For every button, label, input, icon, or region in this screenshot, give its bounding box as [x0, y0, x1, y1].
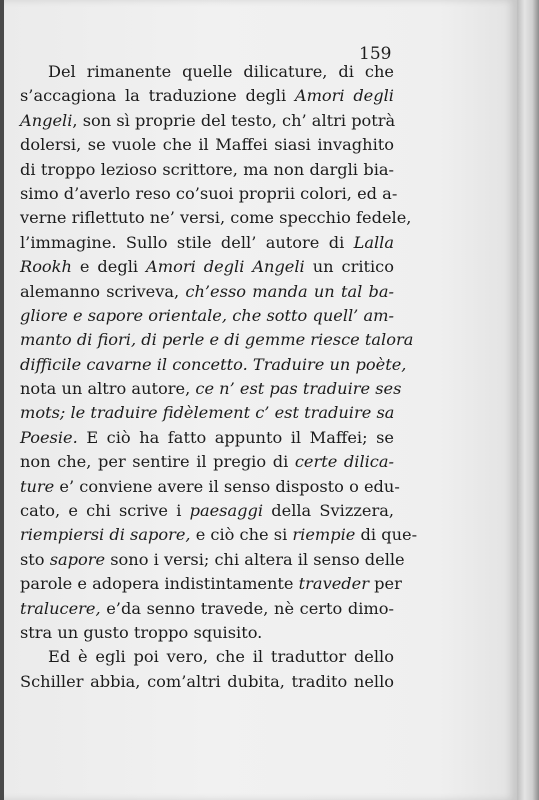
- text-segment: stra un gusto troppo squisito.: [20, 622, 263, 642]
- text-segment: Ed è egli poi vero, che il traduttor dello: [48, 647, 394, 667]
- text-line: [20, 60, 394, 84]
- text-line: [20, 523, 418, 547]
- text-segment: nota un altro autore,: [20, 379, 196, 399]
- page-number: 159: [359, 44, 392, 64]
- text-segment: di troppo lezioso scrittore, ma non dargli bia-: [20, 159, 394, 179]
- italic-segment: ture: [20, 476, 55, 496]
- text-line: [20, 621, 394, 645]
- text-line: [20, 353, 407, 377]
- text-segment: e ciò che si: [190, 525, 293, 545]
- italic-segment: riempie: [292, 525, 356, 545]
- text-line: [20, 158, 394, 182]
- text-line: [20, 304, 394, 328]
- page-edge: [517, 0, 539, 800]
- text-segment: per: [368, 574, 402, 594]
- text-line: [20, 109, 394, 133]
- text-line: [20, 426, 394, 450]
- italic-segment: riempiersi di sapore,: [20, 525, 191, 545]
- italic-segment: Traduire un poète,: [252, 354, 407, 374]
- text-segment: dolersi, se vuole che il Maffei siasi invaghito: [20, 135, 394, 155]
- text-line: [20, 450, 394, 474]
- italic-segment: difficile cavarne il concetto.: [20, 354, 248, 374]
- text-segment: alemanno scriveva,: [20, 281, 186, 301]
- italic-segment: Poesie.: [20, 427, 78, 447]
- text-line: [20, 597, 394, 621]
- text-line: [20, 84, 394, 108]
- italic-segment: Amori degli Angeli: [146, 257, 305, 277]
- text-segment: sono i versi; chi altera il senso delle: [105, 549, 405, 569]
- text-segment: parole e adopera indistintamente: [20, 574, 299, 594]
- text-line: [20, 475, 400, 499]
- italic-segment: certe dilica-: [294, 452, 394, 472]
- book-page: [4, 0, 517, 800]
- italic-segment: Amori degli: [294, 86, 394, 106]
- italic-segment: sapore: [49, 549, 106, 569]
- text-line: [20, 401, 394, 425]
- text-line: [20, 231, 394, 255]
- text-segment: sto: [20, 549, 50, 569]
- text-segment: simo d’averlo reso co’suoi proprii colori, ed a-: [20, 183, 398, 203]
- body-text: [20, 60, 418, 694]
- italic-segment: paesaggi: [189, 501, 264, 521]
- text-segment: non che, per sentire il pregio di: [20, 452, 295, 472]
- text-segment: , son sì proprie del testo, ch’ altri potrà: [72, 110, 396, 130]
- italic-segment: mots; le traduire fidèlement c’ est traduire sa: [20, 403, 395, 423]
- text-line: [20, 328, 414, 352]
- text-segment: cato, e chi scrive i: [20, 501, 190, 521]
- text-line: [20, 377, 402, 401]
- text-segment: s’accagiona la traduzione degli: [20, 86, 295, 106]
- text-line: [20, 548, 405, 572]
- text-line: [20, 206, 412, 230]
- text-segment: Schiller abbia, com’altri dubita, tradito nello: [20, 671, 394, 691]
- italic-segment: manto di fiori, di perle e di gemme riesce talora: [20, 330, 414, 350]
- text-line: [20, 133, 394, 157]
- text-line: [20, 255, 394, 279]
- text-line: [20, 645, 394, 669]
- text-line: [20, 280, 394, 304]
- italic-segment: ch’esso manda un tal ba-: [185, 281, 394, 301]
- italic-segment: tralucere,: [20, 598, 101, 618]
- text-line: [20, 572, 402, 596]
- text-segment: verne riflettuto ne’ versi, come specchio fedele,: [20, 208, 412, 228]
- text-line: [20, 182, 398, 206]
- italic-segment: ce n’ est pas traduire ses: [195, 379, 402, 399]
- text-segment: un critico: [304, 257, 394, 277]
- text-segment: e degli: [71, 257, 147, 277]
- text-line: [20, 670, 394, 694]
- text-segment: l’immagine. Sullo stile dell’ autore di: [20, 232, 354, 252]
- text-line: [20, 499, 394, 523]
- text-segment: di que-: [355, 525, 418, 545]
- text-segment: e’ conviene avere il senso disposto o edu-: [54, 476, 400, 496]
- text-segment: della Svizzera,: [263, 501, 394, 521]
- italic-segment: Lalla: [353, 232, 394, 252]
- italic-segment: Rookh: [20, 257, 72, 277]
- text-segment: E ciò ha fatto appunto il Maffei; se: [77, 427, 394, 447]
- text-segment: e’da senno travede, nè certo dimo-: [100, 598, 394, 618]
- text-segment: Del rimanente quelle dilicature, di che: [48, 62, 394, 81]
- italic-segment: traveder: [298, 574, 369, 594]
- italic-segment: Angeli: [20, 110, 73, 130]
- italic-segment: gliore e sapore orientale, che sotto quell’ am-: [20, 305, 394, 325]
